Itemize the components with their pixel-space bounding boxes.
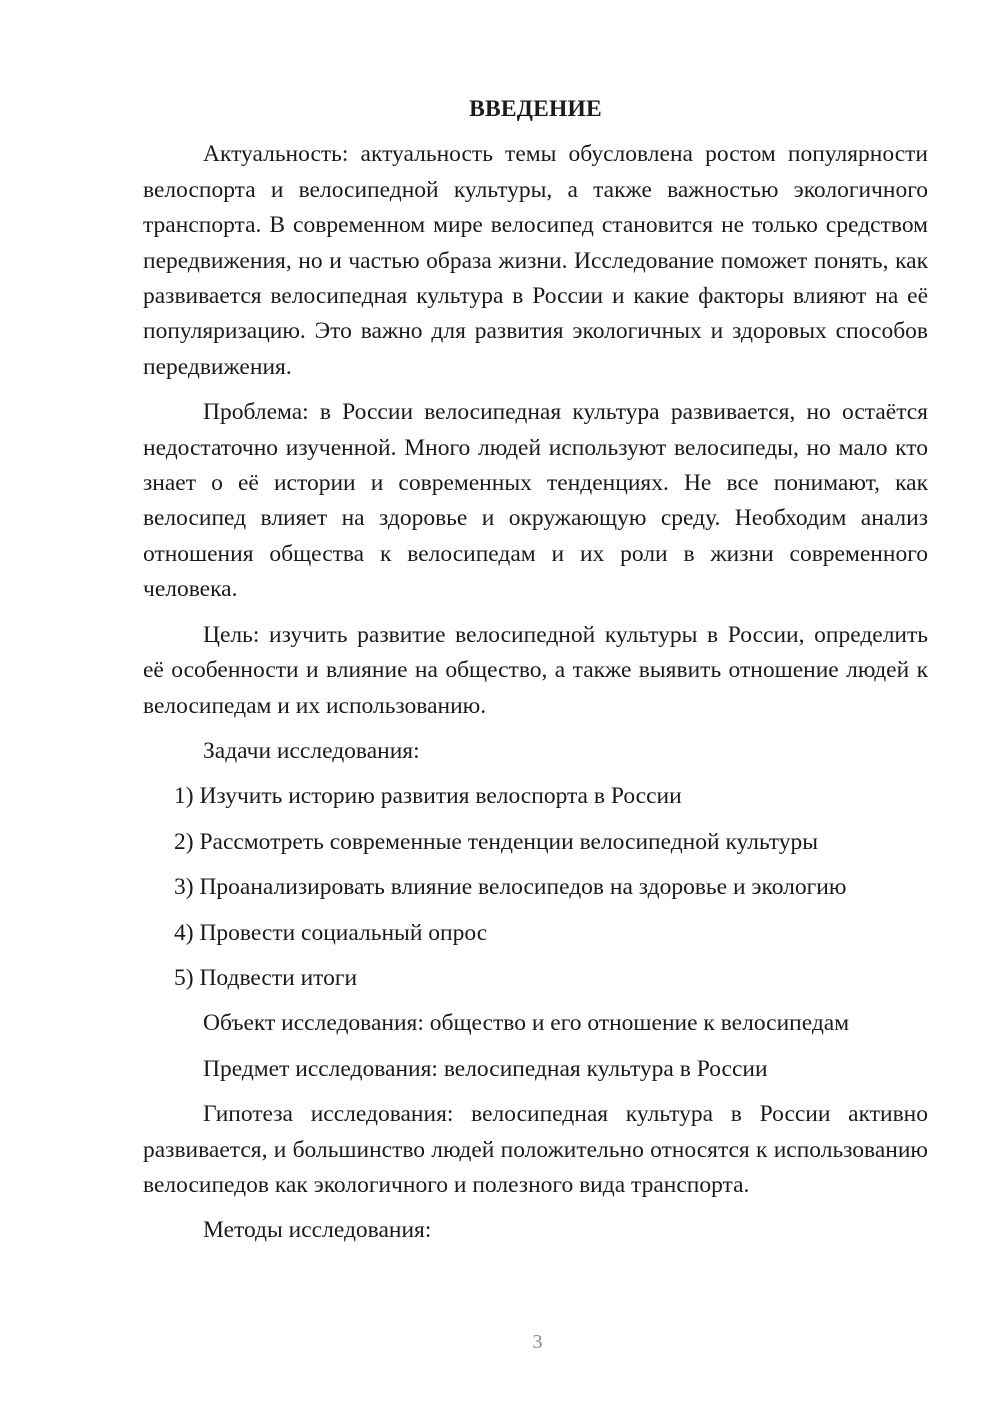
list-item: 3) Проанализировать влияние велосипедов на здоровье и экологию <box>174 874 847 901</box>
list-item: 2) Рассмотреть современные тенденции велосипедной культуры <box>174 828 819 855</box>
page-title: ВВЕДЕНИЕ <box>469 96 602 122</box>
list-item: 4) Провести социальный опрос <box>174 919 488 946</box>
list-item: 5) Подвести итоги <box>174 964 358 991</box>
tasks-list <box>143 779 928 996</box>
page-content <box>143 92 928 1259</box>
relevance-paragraph: Актуальность: актуальность темы обусловлена ростом популярности велоспорта и велосипедной культуры, а также важностью экологичного транспорта. В современном мире велосипед становится не только средством передвижения, но и частью образа жизни. Исследование поможет понять, как развивается велосипедная культура в России и какие факторы влияют на её популяризацию. Это важно для развития экологичных и здоровых способов передвижения. <box>143 141 928 380</box>
methods-heading: Методы исследования: <box>203 1217 432 1244</box>
research-subject: Предмет исследования: велосипедная культура в России <box>203 1055 768 1082</box>
list-item: 1) Изучить историю развития велоспорта в России <box>174 783 682 810</box>
page-number: 3 <box>532 1331 543 1353</box>
hypothesis-paragraph: Гипотеза исследования: велосипедная культура в России активно развивается, и большинство людей положительно относятся к использованию велосипедов как экологичного и полезного вида транспорта. <box>143 1101 928 1198</box>
tasks-heading: Задачи исследования: <box>203 737 420 764</box>
goal-paragraph: Цель: изучить развитие велосипедной культуры в России, определить её особенности и влияние на общество, а также выявить отношение людей к велосипедам и их использованию. <box>143 621 928 719</box>
problem-paragraph: Проблема: в России велосипедная культура развивается, но остаётся недостаточно изученной. Много людей используют велосипеды, но мало кто знает о её истории и современных тенденциях. Не все понимают, как велосипед влияет на здоровье и окружающую среду. Необходим анализ отношения общества к велосипедам и их роли в жизни современного человека. <box>143 399 928 603</box>
research-object: Объект исследования: общество и его отношение к велосипедам <box>203 1010 850 1037</box>
